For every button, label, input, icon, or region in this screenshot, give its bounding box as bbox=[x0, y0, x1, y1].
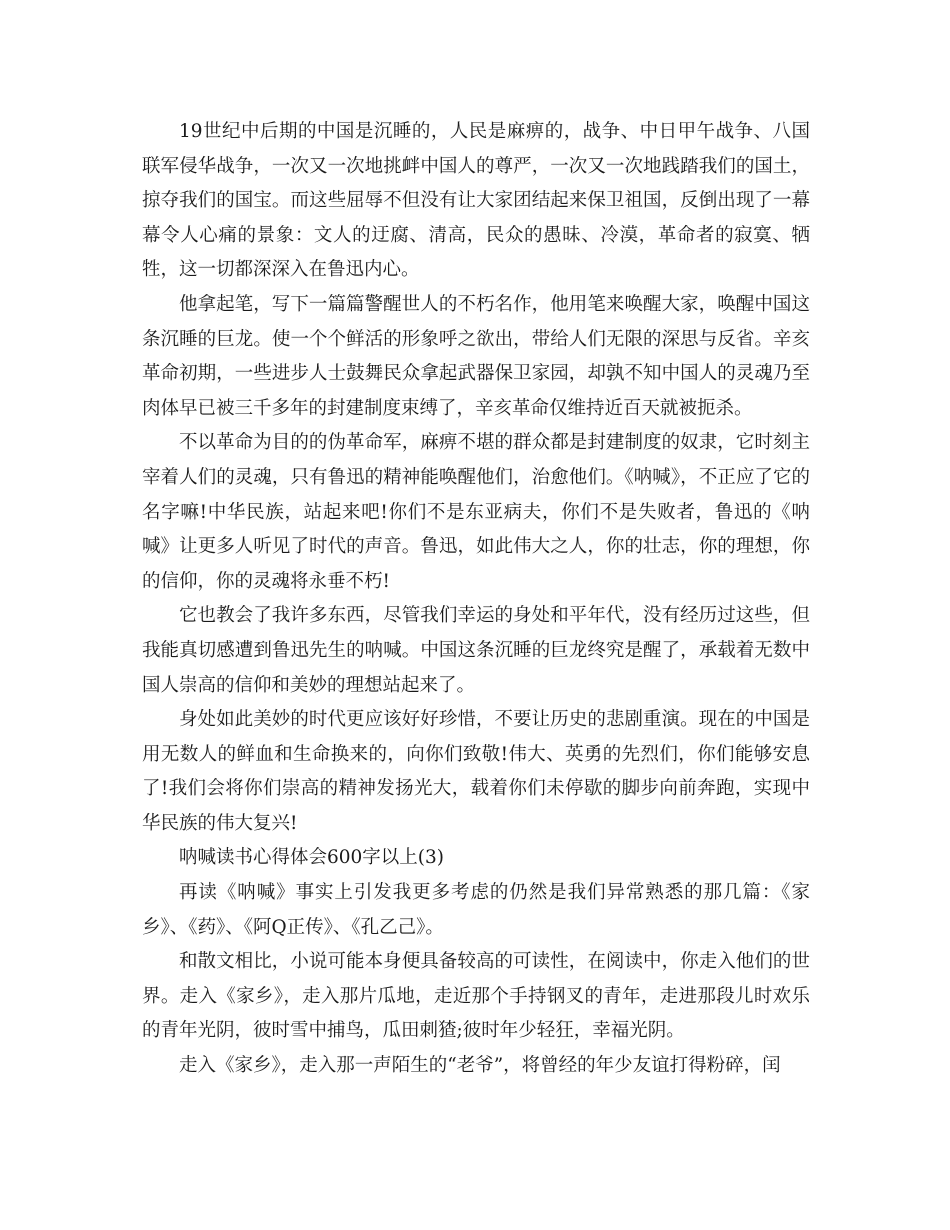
paragraph-2: 他拿起笔，写下一篇篇警醒世人的不朽名作，他用笔来唤醒大家，唤醒中国这条沉睡的巨龙。使一个个鲜活的形象呼之欲出，带给人们无限的深思与反省。辛亥革命初期，一些进步人士鼓舞民众拿起武器保卫家园，却孰不知中国人的灵魂乃至肉体早已被三千多年的封建制度束缚了，辛亥革命仅维持近百天就被扼杀。 bbox=[142, 293, 810, 419]
paragraph-3: 不以革命为目的的伪革命军，麻痹不堪的群众都是封建制度的奴隶，它时刻主宰着人们的灵魂，只有鲁迅的精神能唤醒他们，治愈他们。《呐喊》，不正应了它的名字嘛!中华民族，站起来吧!你们不是东亚病夫，你们不是失败者，鲁迅的《呐喊》让更多人听见了时代的声音。鲁迅，如此伟大之人，你的壮志，你的理想，你的信仰，你的灵魂将永垂不朽! bbox=[142, 432, 810, 592]
paragraph-6: 再读《呐喊》事实上引发我更多考虑的仍然是我们异常熟悉的那几篇：《家乡》、《药》、《阿Q正传》、《孔乙己》。 bbox=[142, 882, 810, 938]
paragraph-7: 和散文相比，小说可能本身便具备较高的可读性，在阅读中，你走入他们的世界。走入《家乡》，走入那片瓜地，走近那个手持钢叉的青年，走进那段儿时欢乐的青年光阴，彼时雪中捕鸟，瓜田刺猹;彼时年少轻狂，幸福光阴。 bbox=[142, 951, 810, 1042]
document-body bbox=[142, 115, 810, 1084]
paragraph-4: 它也教会了我许多东西，尽管我们幸运的身处和平年代，没有经历过这些，但我能真切感遭到鲁迅先生的呐喊。中国这条沉睡的巨龙终究是醒了，承载着无数中国人崇高的信仰和美妙的理想站起来了。 bbox=[142, 605, 810, 696]
section-heading: 呐喊读书心得体会600字以上(3) bbox=[179, 847, 445, 869]
paragraph-5: 身处如此美妙的时代更应该好好珍惜，不要让历史的悲剧重演。现在的中国是用无数人的鲜血和生命换来的，向你们致敬!伟大、英勇的先烈们，你们能够安息了!我们会将你们崇高的精神发扬光大，载着你们未停歇的脚步向前奔跑，实现中华民族的伟大复兴! bbox=[142, 709, 810, 834]
paragraph-8: 走入《家乡》，走入那一声陌生的“老爷”，将曾经的年少友谊打得粉碎，闰 bbox=[179, 1055, 781, 1077]
paragraph-1: 19世纪中后期的中国是沉睡的，人民是麻痹的，战争、中日甲午战争、八国联军侵华战争，一次又一次地挑衅中国人的尊严，一次又一次地践踏我们的国土，掠夺我们的国宝。而这些屈辱不但没有让大家团结起来保卫祖国，反倒出现了一幕幕令人心痛的景象：文人的迂腐、清高，民众的愚昧、冷漠，革命者的寂寞、牺牲，这一切都深深入在鲁迅内心。 bbox=[142, 121, 810, 281]
